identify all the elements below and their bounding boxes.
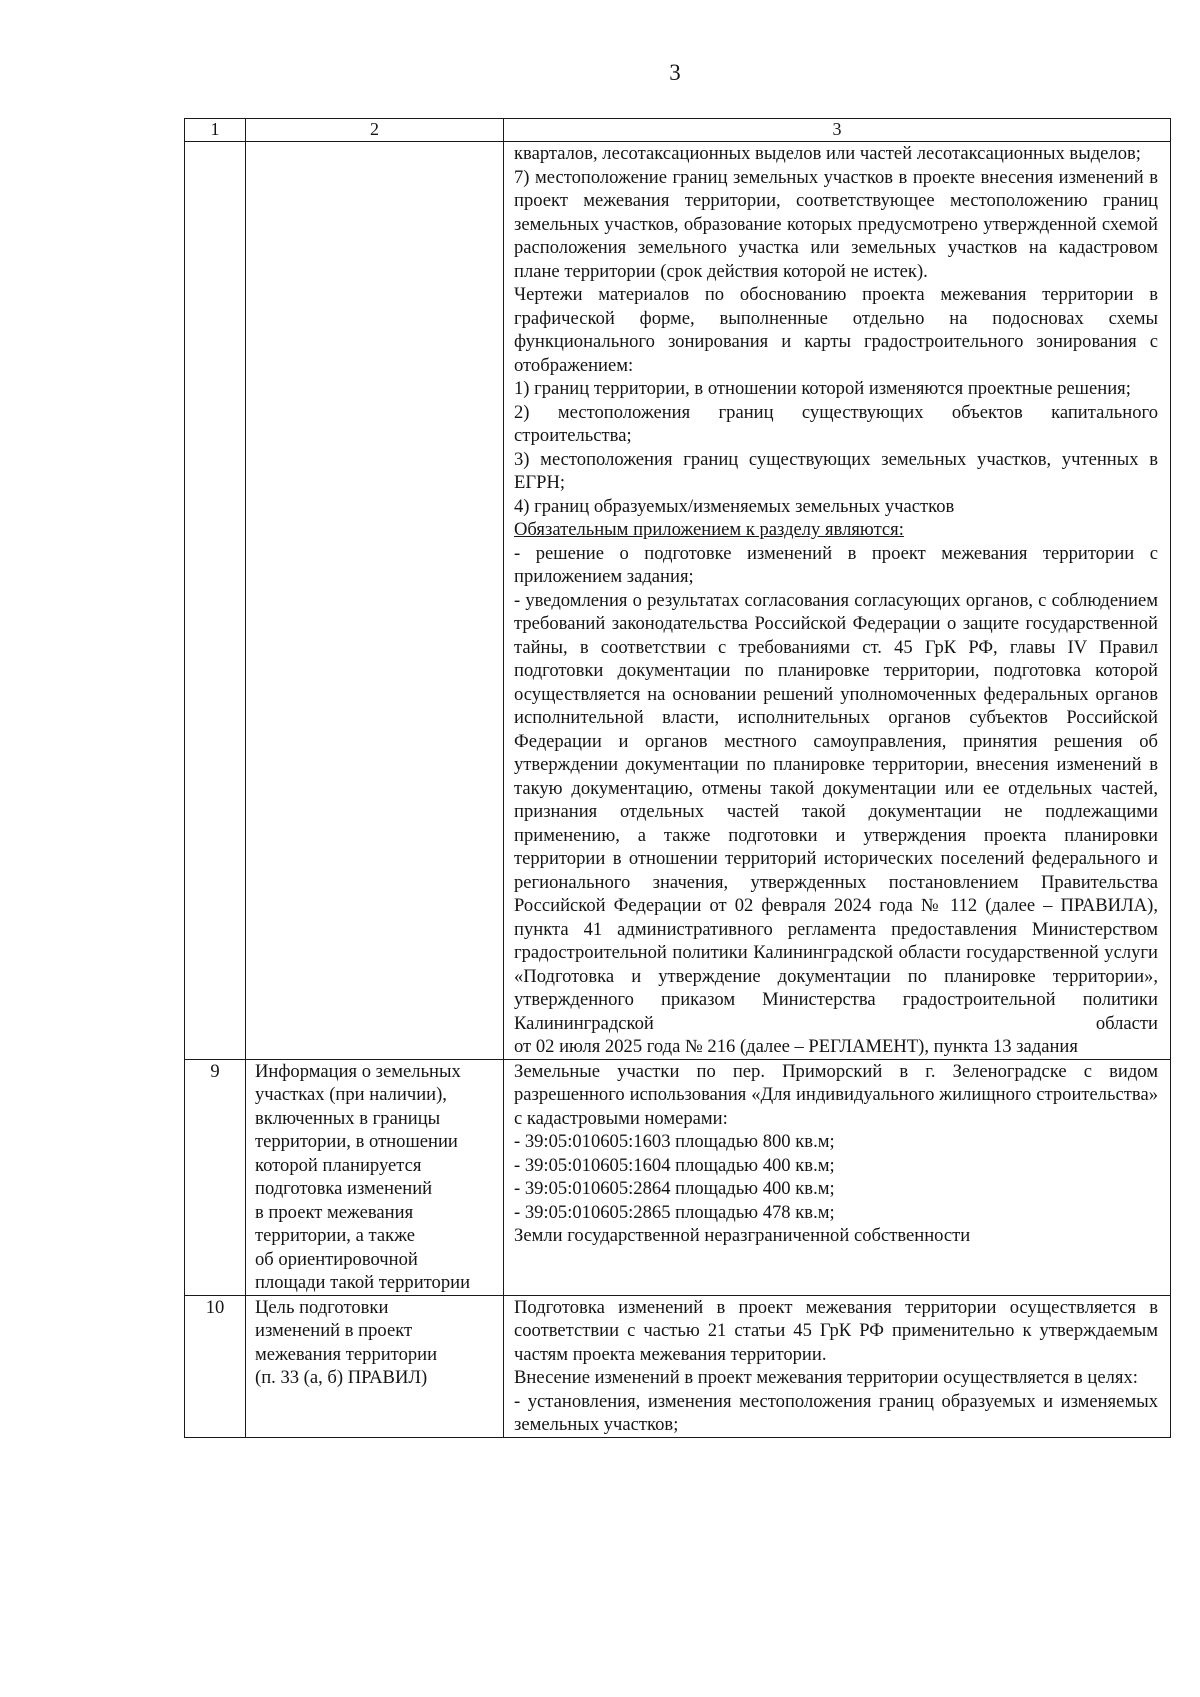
table-row-9 bbox=[185, 1059, 1171, 1295]
title-line: которой планируется bbox=[255, 1154, 422, 1176]
plot-item: - 39:05:010605:2865 площадью 478 кв.м; bbox=[514, 1201, 835, 1223]
row-content-cell bbox=[504, 142, 1171, 1060]
title-line: (п. 33 (а, б) ПРАВИЛ) bbox=[255, 1367, 428, 1388]
underlined-heading: Обязательным приложением к разделу являются: bbox=[514, 519, 904, 540]
paragraph: - установления, изменения местоположения границ образуемых и изменяемых земельных участков; bbox=[514, 1390, 1158, 1435]
header-col-3: 3 bbox=[504, 119, 1171, 142]
title-line: площади такой территории bbox=[255, 1272, 471, 1293]
paragraph: - уведомления о результатах согласования согласующих органов, с соблюдением требований законодательства Российской Федерации о защите государственной тайны, в соответствии с требованиями ст. 45 ГрК РФ, главы IV Правил подготовки документации по планировке территории, подготовка которой осуществляется на основании решений уполномоченных федеральных органов исполнительной власти, исполнительных органов субъектов Российской Федерации и органов местного самоуправления, принятия решения об утверждении документации по планировке территории, внесения изменений в такую документацию, отмены такой документации или ее отдельных частей, признания отдельных частей такой документации не подлежащими применению, а также подготовки и утверждения проекта планировки территории в отношении территорий исторических поселений федерального и регионального значения, утвержденных постановлением Правительства Российской Федерации от 02 февраля 2024 года № 112 (далее – ПРАВИЛА), пункта 41 административного регламента предоставления Министерством градостроительной политики Калининградской области государственной услуги «Подготовка и утверждение документации по планировке территории», утвержденного приказом Министерства градостроительной политики Калининградской области bbox=[514, 589, 1158, 1034]
title-line: территории, в отношении bbox=[255, 1131, 458, 1152]
paragraph: 7) местоположение границ земельных участков в проекте внесения изменений в проект межевания территории, соответствующее местоположению границ земельных участков, образование которых предусмотрено утвержденной схемой расположения земельного участка или земельных участков на кадастровом плане территории (срок действия которой не истек). bbox=[514, 166, 1158, 282]
title-line: включенных в границы bbox=[255, 1107, 441, 1129]
paragraph: Чертежи материалов по обоснованию проекта межевания территории в графической форме, выполненные отдельно на подосновах схемы функционального зонирования и карты градостроительного зонирования с отображением: bbox=[514, 284, 1158, 376]
paragraph: кварталов, лесотаксационных выделов или частей лесотаксационных выделов; bbox=[514, 143, 1141, 164]
row-content-cell bbox=[504, 1059, 1171, 1295]
row-number-cell bbox=[185, 142, 246, 1060]
row-content-cell bbox=[504, 1295, 1171, 1437]
header-col-1: 1 bbox=[185, 119, 246, 142]
title-line: межевания территории bbox=[255, 1343, 438, 1365]
row-number-cell: 9 bbox=[185, 1059, 246, 1295]
requirements-table bbox=[184, 118, 1171, 1438]
paragraph: Подготовка изменений в проект межевания территории осуществляется в соответствии с частью 21 статьи 45 ГрК РФ применительно к утверждаемым частям проекта межевания территории. bbox=[514, 1296, 1158, 1365]
table-header-row bbox=[185, 119, 1171, 142]
title-line: Цель подготовки bbox=[255, 1296, 389, 1318]
paragraph: 1) границ территории, в отношении которой изменяются проектные решения; bbox=[514, 378, 1131, 399]
table-row-continued bbox=[185, 142, 1171, 1060]
title-line: территории, а также bbox=[255, 1225, 415, 1246]
paragraph: Земельные участки по пер. Приморский в г. Зеленоградске с видом разрешенного использования «Для индивидуального жилищного строительства» с кадастровыми номерами: bbox=[514, 1060, 1158, 1129]
plot-item: - 39:05:010605:1603 площадью 800 кв.м; bbox=[514, 1131, 835, 1152]
page-number: 3 bbox=[669, 60, 681, 85]
title-line: об ориентировочной bbox=[255, 1248, 418, 1270]
title-line: Информация о земельных bbox=[255, 1060, 461, 1082]
paragraph: - решение о подготовке изменений в проект межевания территории с приложением задания; bbox=[514, 542, 1158, 587]
title-line: участках (при наличии), bbox=[255, 1084, 447, 1105]
paragraph: Земли государственной неразграниченной собственности bbox=[514, 1225, 971, 1246]
paragraph: от 02 июля 2025 года № 216 (далее – РЕГЛАМЕНТ), пункта 13 задания bbox=[514, 1036, 1078, 1057]
table-row-10 bbox=[185, 1295, 1171, 1437]
paragraph: 3) местоположения границ существующих земельных участков, учтенных в ЕГРН; bbox=[514, 448, 1158, 493]
header-col-2: 2 bbox=[246, 119, 504, 142]
paragraph: 4) границ образуемых/изменяемых земельных участков bbox=[514, 495, 955, 517]
title-line: в проект межевания bbox=[255, 1201, 414, 1223]
paragraph: 2) местоположения границ существующих объектов капитального строительства; bbox=[514, 401, 1158, 446]
row-title-cell bbox=[246, 142, 504, 1060]
title-line: изменений в проект bbox=[255, 1320, 413, 1341]
title-line: подготовка изменений bbox=[255, 1178, 433, 1199]
plot-item: - 39:05:010605:2864 площадью 400 кв.м; bbox=[514, 1178, 835, 1199]
row-title-cell bbox=[246, 1295, 504, 1437]
row-title-cell bbox=[246, 1059, 504, 1295]
row-number-cell: 10 bbox=[185, 1295, 246, 1437]
paragraph: Внесение изменений в проект межевания территории осуществляется в целях: bbox=[514, 1367, 1138, 1388]
plot-item: - 39:05:010605:1604 площадью 400 кв.м; bbox=[514, 1154, 835, 1176]
